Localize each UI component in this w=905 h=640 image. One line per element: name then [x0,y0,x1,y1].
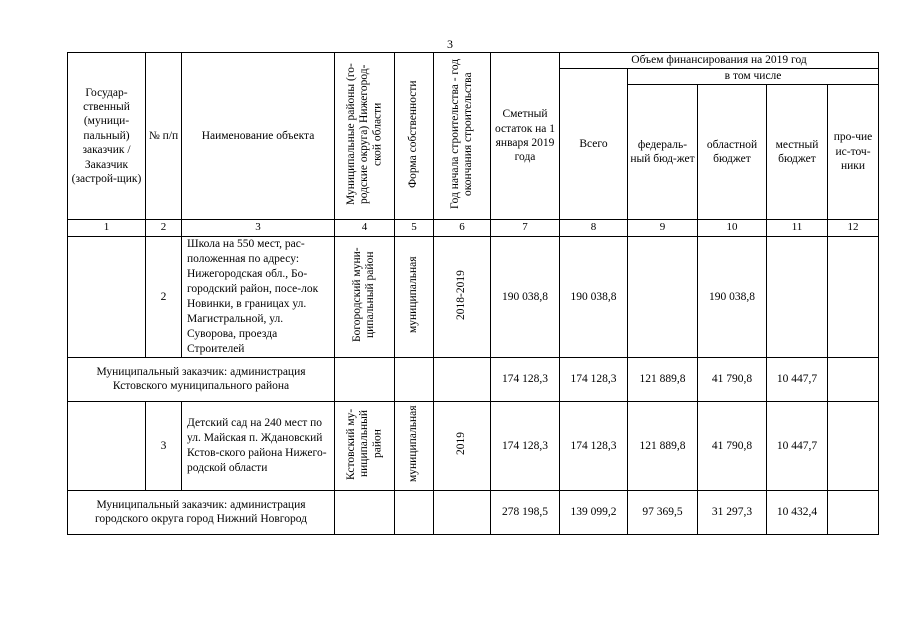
header-districts: Муниципальные районы (го-родские округа) Нижегород-ской области [335,53,395,220]
regional-value: 31 297,3 [698,490,767,534]
local-value: 10 447,7 [767,357,828,401]
header-name: Наименование объекта [182,53,335,220]
column-number: 10 [698,220,767,237]
total-value: 174 128,3 [560,357,628,401]
federal-value: 97 369,5 [628,490,698,534]
estimate-value: 174 128,3 [491,357,560,401]
federal-value: 121 889,8 [628,357,698,401]
row-number: 3 [146,401,182,490]
regional-value: 190 038,8 [698,237,767,358]
column-number: 2 [146,220,182,237]
column-number: 6 [434,220,491,237]
regional-value: 41 790,8 [698,357,767,401]
customer-row [68,490,879,534]
column-number: 8 [560,220,628,237]
ownership [395,490,434,534]
column-number: 9 [628,220,698,237]
ownership: муниципальная [395,237,434,358]
customer-row [68,357,879,401]
column-number: 3 [182,220,335,237]
header-total: Всего [560,69,628,220]
years: 2018-2019 [434,237,491,358]
district: Богородский муни-ципальный район [335,237,395,358]
other-value [828,357,879,401]
estimate-value: 190 038,8 [491,237,560,358]
header-estimate: Сметный остаток на 1 января 2019 года [491,53,560,220]
column-number: 4 [335,220,395,237]
object-name: Детский сад на 240 мест по ул. Майская п. Ждановский Кстов-ского района Нижего-родской области [182,401,335,490]
federal-value [628,237,698,358]
ownership: муниципальная [395,401,434,490]
local-value: 10 447,7 [767,401,828,490]
header-federal: федераль-ный бюд-жет [628,85,698,220]
total-value: 139 099,2 [560,490,628,534]
table-row [68,401,879,490]
years: 2019 [434,401,491,490]
district: Кстовский му-ниципальный район [335,401,395,490]
column-numbers-row [68,220,879,237]
header-years: Год начала строительства - год окончания строительства [434,53,491,220]
header-including: в том числе [628,69,879,85]
column-number: 11 [767,220,828,237]
regional-value: 41 790,8 [698,401,767,490]
header-local: местный бюджет [767,85,828,220]
years [434,357,491,401]
local-value [767,237,828,358]
district [335,357,395,401]
total-value: 174 128,3 [560,401,628,490]
other-value [828,237,879,358]
header-other: про-чие ис-точ-ники [828,85,879,220]
header-funding-title: Объем финансирования на 2019 год [560,53,879,69]
row-customer [68,401,146,490]
page-number: 3 [447,37,453,51]
object-name: Школа на 550 мест, рас-положенная по адресу: Нижегородская обл., Бо-городский район, посе-лок Новинки, в границах ул. Магистральной, ул. Суворова, проезда Строителей [182,237,335,358]
header-ownership: Форма собственности [395,53,434,220]
funding-table [67,52,879,535]
other-value [828,490,879,534]
estimate-value: 278 198,5 [491,490,560,534]
row-customer [68,237,146,358]
estimate-value: 174 128,3 [491,401,560,490]
customer-label: Муниципальный заказчик: администрация городского округа город Нижний Новгород [68,490,335,534]
column-number: 1 [68,220,146,237]
district [335,490,395,534]
header-customer: Государ-ственный (муници-пальный) заказчик / Заказчик (застрой-щик) [68,53,146,220]
row-number: 2 [146,237,182,358]
column-number: 7 [491,220,560,237]
customer-label: Муниципальный заказчик: администрация Кстовского муниципального района [68,357,335,401]
table-row [68,237,879,358]
column-number: 12 [828,220,879,237]
column-number: 5 [395,220,434,237]
header-pp: № п/п [146,53,182,220]
other-value [828,401,879,490]
federal-value: 121 889,8 [628,401,698,490]
local-value: 10 432,4 [767,490,828,534]
ownership [395,357,434,401]
header-regional: областной бюджет [698,85,767,220]
total-value: 190 038,8 [560,237,628,358]
years [434,490,491,534]
